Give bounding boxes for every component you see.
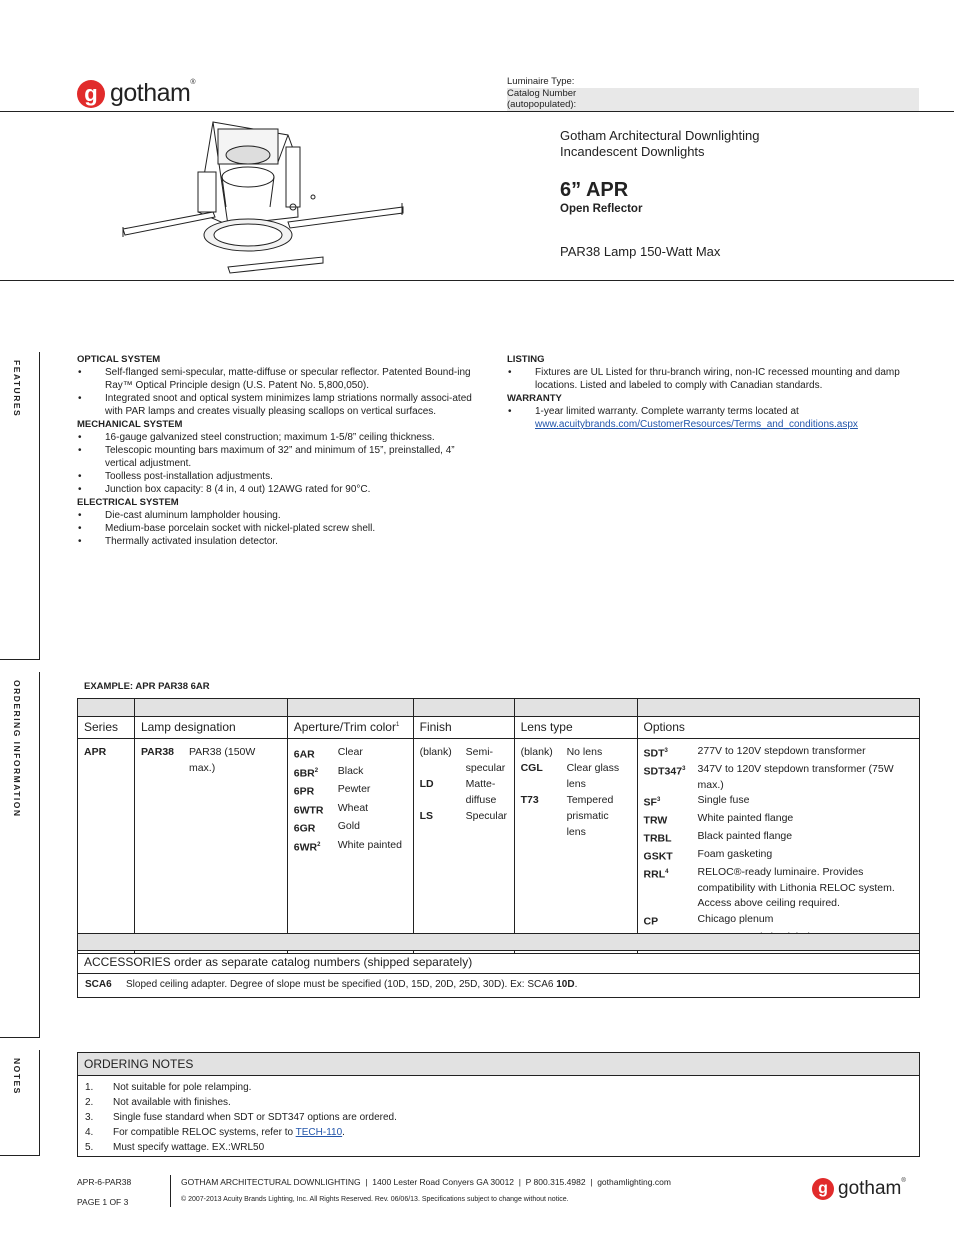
feature-item: • Fixtures are UL Listed for thru-branch wiring, non-IC recessed mounting and damp locations. Listed and labeled to comply with Canadian standards. xyxy=(507,366,907,392)
note-item: 3. Single fuse standard when SDT or SDT347 options are ordered. xyxy=(85,1112,397,1123)
accessories-box xyxy=(77,933,920,998)
ordering-example: EXAMPLE: APR PAR38 6AR xyxy=(84,681,210,692)
footer-logo-mark: g xyxy=(812,1178,834,1200)
warranty-link[interactable]: www.acuitybrands.com/CustomerResources/Terms_and_conditions.aspx xyxy=(535,419,858,430)
mechanical-system-heading: MECHANICAL SYSTEM xyxy=(77,419,183,430)
feature-item: • Medium-base porcelain socket with nickel-plated screw shell. xyxy=(77,522,489,535)
footer-doc-id: APR-6-PAR38 xyxy=(77,1177,132,1187)
title-rule xyxy=(0,280,954,281)
product-title-block xyxy=(560,128,759,259)
feature-item: • Thermally activated insulation detector. xyxy=(77,535,489,548)
catalog-number-label: Catalog Number xyxy=(507,88,577,99)
accessory-row: SCA6 Sloped ceiling adapter. Degree of slope must be specified (10D, 15D, 20D, 25D, 30D). Ex: SCA6 10D. xyxy=(85,979,578,990)
product-lamp: PAR38 Lamp 150-Watt Max xyxy=(560,244,721,259)
features-left xyxy=(77,353,489,548)
tech-110-link[interactable]: TECH-110 xyxy=(295,1127,343,1138)
note-item: 2. Not available with finishes. xyxy=(85,1097,231,1108)
optical-system-heading: OPTICAL SYSTEM xyxy=(77,354,161,365)
product-line-2: Incandescent Downlights xyxy=(560,144,705,159)
feature-item: • Toolless post-installation adjustments. xyxy=(77,470,489,483)
col-lamp: Lamp designation xyxy=(134,717,287,739)
tab-ordering xyxy=(0,672,40,1038)
tab-notes-label: NOTES xyxy=(12,1058,22,1095)
note-item: 1. Not suitable for pole relamping. xyxy=(85,1082,252,1093)
footer-page: PAGE 1 OF 3 xyxy=(77,1197,129,1207)
product-model: 6” APR xyxy=(560,179,629,201)
ordering-notes-box xyxy=(77,1052,920,1157)
options-cell: SDT$^3$ 277V to 120V stepdown transformer $SDT347^3$ 347V to 120V stepdown transformer (75W max.) $SF^3$ Single fuse TRW White painted flange TRBL Black painted flange GSKT Foam gasketing RRL$^4$ RELOC®-ready luminaire. Provides compatibility with Lithonia RELOC system. Access above ceiling required. CP Chicago plenum xyxy=(637,739,919,954)
logo-mark: g xyxy=(77,80,105,108)
tab-ordering-label: ORDERING INFORMATION xyxy=(12,680,22,818)
luminaire-type-label: Luminaire Type: xyxy=(507,76,575,87)
series-cell: APR xyxy=(78,739,135,954)
footer-copyright: © 2007-2013 Acuity Brands Lighting, Inc. All Rights Reserved. Rev. 06/06/13. Specifications subject to change without notice. xyxy=(181,1196,569,1203)
aperture-cell: 6AR Clear $6BR^2$ Black 6PR Pewter 6WTR Wheat 6GR Gold $6WR^2$ White painted xyxy=(287,739,413,954)
header-rule xyxy=(0,111,954,112)
product-line-1: Gotham Architectural Downlighting xyxy=(560,128,760,143)
feature-item: • Telescopic mounting bars maximum of 32” and minimum of 15”, preinstalled, 4” vertical adjustment. xyxy=(77,444,489,470)
feature-item: • 1-year limited warranty. Complete warranty terms located at www.acuitybrands.com/CustomerResources/Terms_and_conditions.aspx xyxy=(507,405,907,431)
luminaire-type-field xyxy=(507,76,919,87)
col-options: Options xyxy=(637,717,919,739)
lens-cell: (blank) No lens CGL Clear glass lens T73 Tempered prismatic lens xyxy=(514,739,637,954)
catalog-number-field xyxy=(507,88,919,111)
col-aperture: Aperture/Trim color$^1$ xyxy=(287,717,413,739)
feature-item: • Self-flanged semi-specular, matte-diffuse or specular reflector. Patented Bound-ing Ray™ Optical Principle design (U.S. Patent No. 5,800,050). xyxy=(77,366,489,392)
ordering-table xyxy=(77,698,920,954)
lamp-cell: PAR38 PAR38 (150W max.) xyxy=(134,739,287,954)
feature-item: • Die-cast aluminum lampholder housing. xyxy=(77,509,489,522)
note-item: 5. Must specify wattage. EX.:WRL50 xyxy=(85,1142,265,1153)
electrical-system-heading: ELECTRICAL SYSTEM xyxy=(77,497,179,508)
tab-notes xyxy=(0,1050,40,1156)
footer-company: GOTHAM ARCHITECTURAL DOWNLIGHTING | 1400 Lester Road Conyers GA 30012 | P 800.315.4982 | gothamlighting.com xyxy=(181,1177,671,1187)
feature-item: • 16-gauge galvanized steel construction; maximum 1-5/8” ceiling thickness. xyxy=(77,431,489,444)
note-item: 4. For compatible RELOC systems, refer to TECH-110. xyxy=(85,1127,345,1138)
tab-features xyxy=(0,352,40,660)
logo-wordmark: gotham® xyxy=(110,79,196,107)
col-series: Series xyxy=(78,717,135,739)
footer-logo xyxy=(812,1178,906,1200)
product-subtitle: Open Reflector xyxy=(560,203,643,215)
feature-item: • Integrated snoot and optical system minimizes lamp striations normally associ-ated with PAR lamps and creates visually pleasing scallops on vertical surfaces. xyxy=(77,392,489,418)
catalog-autopopulated-label: (autopopulated): xyxy=(507,99,577,110)
footer-divider xyxy=(170,1175,171,1207)
col-lens: Lens type xyxy=(514,717,637,739)
brand-logo xyxy=(77,79,195,108)
accessories-header: ACCESSORIES order as separate catalog numbers (shipped separately) xyxy=(78,951,919,974)
col-finish: Finish xyxy=(413,717,514,739)
tab-features-label: FEATURES xyxy=(12,360,22,418)
footer-logo-wordmark: gotham® xyxy=(838,1178,906,1199)
fixture-illustration xyxy=(118,117,408,280)
warranty-heading: WARRANTY xyxy=(507,393,562,404)
features-right xyxy=(507,353,907,431)
notes-header: ORDERING NOTES xyxy=(78,1053,919,1076)
finish-cell: (blank) Semi-specular LD Matte-diffuse LS Specular xyxy=(413,739,514,954)
listing-heading: LISTING xyxy=(507,354,545,365)
feature-item: • Junction box capacity: 8 (4 in, 4 out) 12AWG rated for 90°C. xyxy=(77,483,489,496)
